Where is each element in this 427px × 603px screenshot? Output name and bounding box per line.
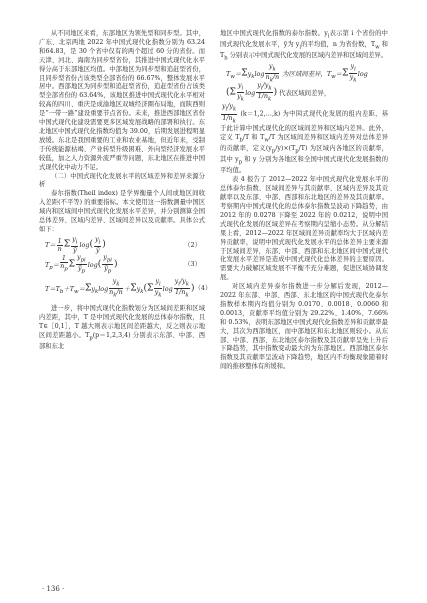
equation-3: $T=T_b+T_w=\Sigma y_k\log$ $\frac{y_k}{n_k/n}$ $+\Sigma y_k(\Sigma$ $\frac{y_i}{y_k}$ log $\frac{y_i/y_k}{1/n_k}$ ) （4） xyxy=(39,275,205,303)
left-column xyxy=(39,30,212,352)
equation-1: T＝ $\frac{1}{n}$ Σ $\frac{y_i}{ȳ}$ log( $\frac{y_i}{ȳ}$ ) （2） xyxy=(39,237,205,254)
paragraph: 对区域内差异泰尔指数进一步分解后发现，2012—2022 年东部、中部、西部、东北地区的中国式现代化泰尔指数样本期内均值分别为 0.0170、0.0018、0.0060 和 0.0013，贡献率平均值分别为 29.22%、1.40%、7.66% 和 0.53%，表明东部地区中国式现代化指数差异和贡献率最大，其次为西部地区，而中部地区和东北地区则较小。从东部、中部、西部、东北地区泰尔指数及其贡献率呈先上升后下降趋势，其中指数变动最大的为东部地区。西部地区泰尔指数及其贡献率呈波动下降趋势，地区内不均衡现象随着时间的推移整体有所缓和。 xyxy=(220,283,388,371)
equation-number: （2） xyxy=(184,240,201,249)
right-column xyxy=(220,30,388,372)
paragraph: 地区中国式现代化指数的泰尔指数。$y_i$表示第 i 个省份的中国式现代化发展水平，y为 $y_i$的平均值，n 为省份数，$T_w$ 和 $T_b$ 分别表示中国式现代化发展的区域内差异和区域间差异。 xyxy=(220,30,388,62)
equation-number: （3） xyxy=(184,259,201,268)
equation-number: （4） xyxy=(194,284,212,293)
paragraph: 从不同地区来看，东部地区为领先型和同步型。其中，广东、北京两地 2022 年中国式现代化指数分别为 63.24 和64.83，是 30 个省中仅有的两个超过 60 分的省份。而天津、河北、海南为同步型省份，其推进中国式现代化水平得分高于东部地区均值。中部地区为同步型和追赶型省份，且同步型省份占该类型全部省份的 66.67%，整体发展水平居中。西部地区为同步型和追赶型省份，追赶型省份占该类型全部省份的 63.64%，该地区推进中国式现代化水平相对较高的四川、重庆是成渝地区双城经济圈布局地，而陕西则是“一带一路”建设重要节点省份。未来，推进西部地区省份中国式现代化建设需要更多区域发展战略的部署和执行。东北地区中国式现代化指数均值为 39.00，后期发展进程明显放缓。东北是我国重要的工业和农业基地，但近年来，受制于传统能源枯竭、产业转型升级困难、外向型经济发展水平较低，加之人力资源外流严重等问题，东北地区在推进中国式现代化中动力不足。 xyxy=(39,30,205,171)
page-number: · 136 · xyxy=(42,585,65,593)
paragraph: 进一步，将中国式现代化指数划分为区域间差距和区域内差距，其中，T 是中国式现代化发展的总体泰尔指数，且 T∈［0,1］，T 越大则表示地区间差距越大，反之则表示地区间差距越小。$T_p(p=1,2,3,4)$ 分别表示东部、中部、西部和东北 xyxy=(39,304,205,350)
equation-inline-2: (Σ $\frac{y_i}{y_k}$ log $\frac{y_i/y_k}{1/n_k}$ ) 代表区域间差异， xyxy=(226,81,331,103)
paragraph: $\frac{y_i/y_k}{1/n_k}$ (k＝1,2,…,k) 为中国式现代化发展的组内差距，基于此计算中国式现代化的区域间差异和区域内差异。此外，定义 $T_b/T$ 和 $T_w/T$ 为区域间差异和区域内差异对总体差异的贡献率，定义$(y_p/y)\times(T_p/T)$ 为区域内各地区的贡献率，其中 $y_p$ 和 y 分别为各地区和全国中国式现代化发展指数的平均值。 xyxy=(220,103,389,175)
equation-2: $T_p=$ $\frac{1}{n_p}$ Σ $\frac{y_{pi}}{ȳ_p}$ log( $\frac{y_{pi}}{ȳ_p}$ ) （3） xyxy=(39,256,205,273)
paragraph: 表 4 报告了 2012—2022 年中国式现代化发展水平的总体泰尔指数、区域间差异与其贡献率、区域内差异及其贡献率以及东部、中部、西部和东北地区的差异及其贡献率。考察期内中国式现代化的总体泰尔指数呈波动下降趋势，由 2012 年的 0.0278 下降至 2022 年的 0.0212，说明中国式现代化发展的区域差异在考察期内呈缩小态势。从分解结果上看，2012—2022 年区域间差异贡献率均大于区域内差异贡献率，说明中国式现代化发展水平的总体差异主要来源于区域间差异，东部、中部、西部和东北地区间中国式现代化发展水平差异是造成中国式现代化总体差异的主要原因。需要大力破解区域发展不平衡不充分难题，促进区域协调发展。 xyxy=(220,176,388,282)
section-heading: （二）中国式现代化发展水平的区域差异和差异来源分析 xyxy=(39,172,205,189)
equation-inline-1: $T_w=\Sigma y_k\log$ $\frac{y_k}{n_k/n}$ 为区域间差异，$T_w=\Sigma$ $\frac{y_i}{y_k}$ log xyxy=(226,62,368,84)
paragraph: 泰尔指数(Theil index) 是学界衡量个人间或地区间收入差距(不平等) 的重要指标。本文使用这一指数测量中国区域内和区域间中国式现代化发展水平差异，并分别测算全国总体差异、区域内差异、区域间差异以及贡献率。具体公式如下： xyxy=(39,190,205,233)
